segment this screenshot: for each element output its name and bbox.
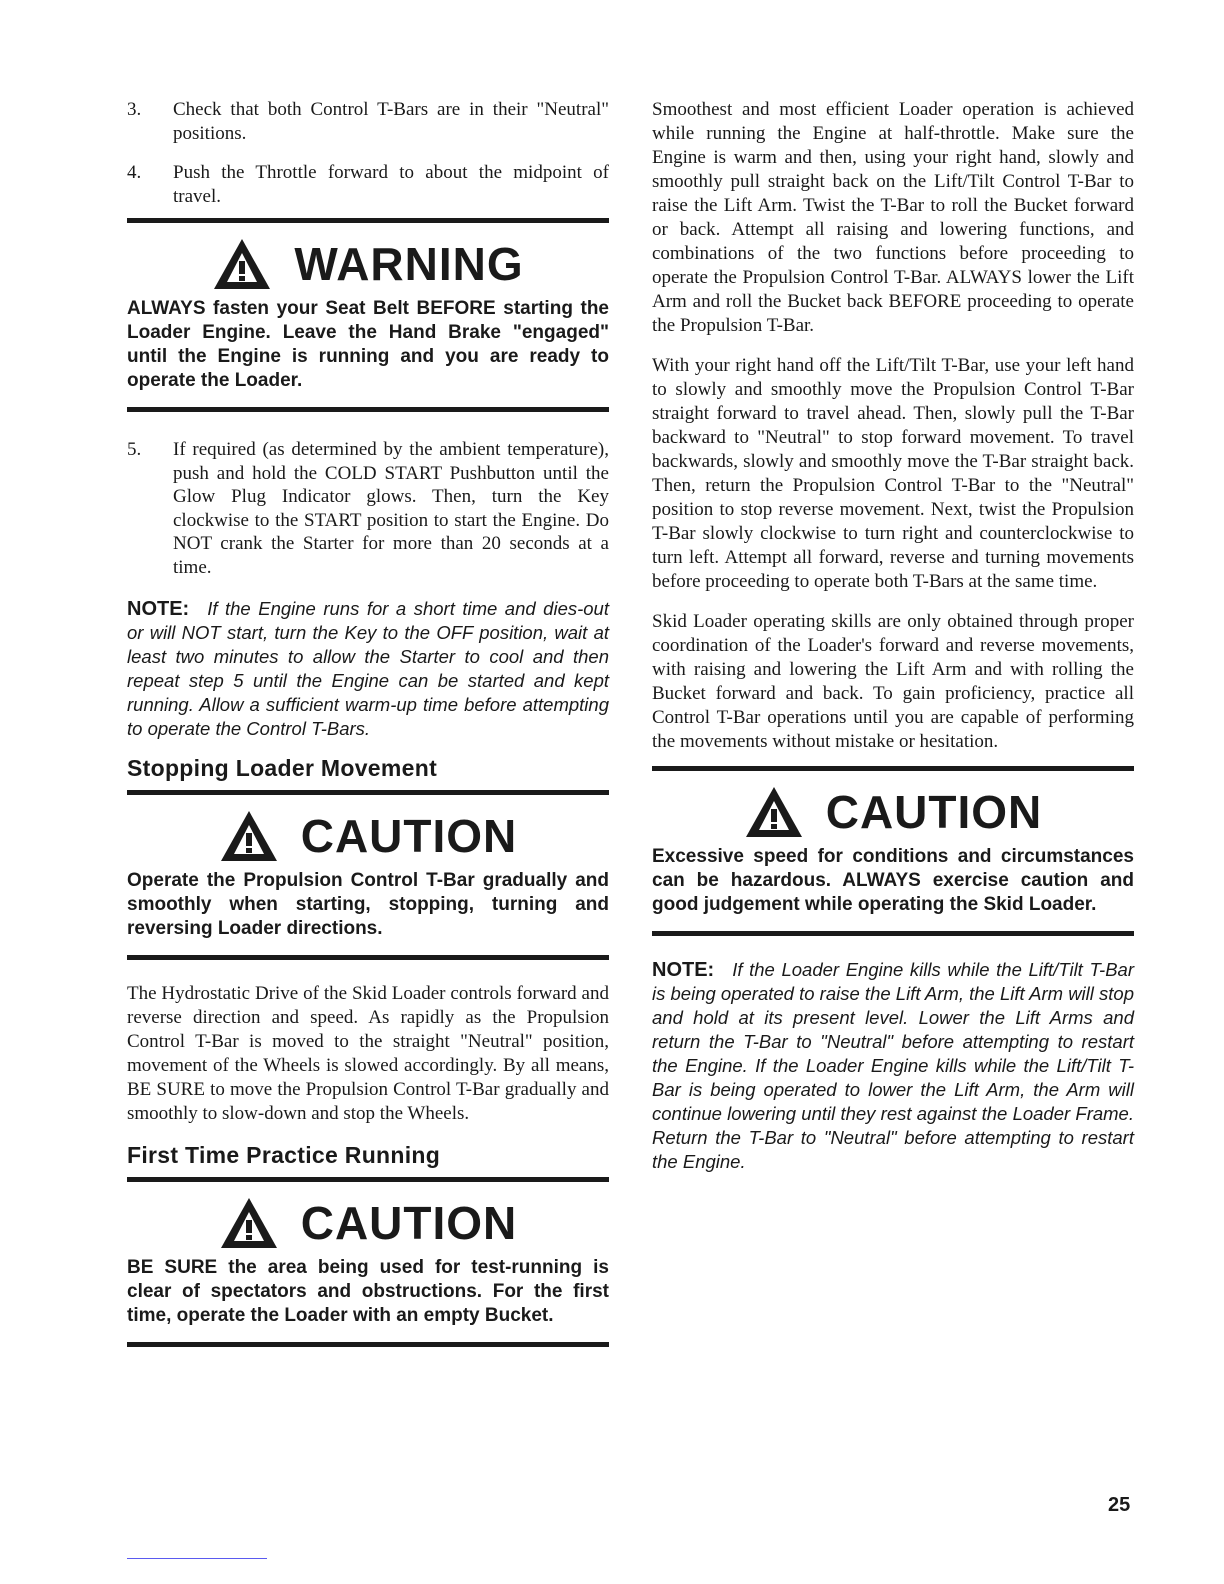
caution-title: CAUTION: [825, 786, 1043, 838]
caution-title: CAUTION: [300, 1197, 518, 1249]
caution-notice-speed: [652, 771, 1134, 917]
step-text: Push the Throttle forward to about the midpoint of travel.: [173, 162, 609, 207]
page-number: 25: [1108, 1494, 1131, 1516]
step-number: 5.: [127, 439, 142, 460]
caution-body: Operate the Propulsion Control T-Bar gradually and smoothly when starting, stopping, turning and reversing Loader directions.: [127, 870, 609, 939]
warning-body: ALWAYS fasten your Seat Belt BEFORE starting the Loader Engine. Leave the Hand Brake "engaged" until the Engine is running and you are ready to operate the Loader.: [127, 298, 609, 391]
section-heading-stopping: Stopping Loader Movement: [127, 755, 438, 781]
warning-triangle-icon: [212, 237, 272, 291]
paragraph-hydrostatic: The Hydrostatic Drive of the Skid Loader controls forward and reverse direction and speed. As rapidly as the Propulsion Control T-Bar is moved to the straight "Neutral" position, movement of the Wheels is slowed accordingly. By all means, BE SURE to move the Propulsion Control T-Bar gradually and smoothly to slow-down and stop the Wheels.: [127, 983, 609, 1124]
right-column: [652, 98, 1134, 1188]
step-5: [127, 438, 609, 579]
footer-line: [127, 1558, 267, 1559]
step-text: Check that both Control T-Bars are in their "Neutral" positions.: [173, 99, 609, 144]
paragraph-skills: Skid Loader operating skills are only obtained through proper coordination of the Loader's forward and reverse movements, with raising and lowering the Lift Arm and with rolling the Bucket forward and back. To gain proficiency, practice all Control T-Bar operations until you are capable of performing the movements without mistake or hesitation.: [652, 611, 1134, 752]
warning-triangle-icon: [744, 785, 804, 839]
note-label: NOTE:: [652, 959, 715, 981]
note-engine-dies: [127, 597, 609, 741]
step-3: [127, 98, 609, 145]
step-number: 4.: [127, 162, 142, 183]
paragraph-smoothest-operation: Smoothest and most efficient Loader operation is achieved while running the Engine at half-throttle. Make sure the Engine is warm and then, using your right hand, slowly and smoothly pull straight back on the Lift/Tilt Control T-Bar to raise the Lift Arm. Twist the T-Bar to roll the Bucket forward or back. Attempt all raising and lowering functions, and combinations of the two functions before proceeding to operate the Propulsion Control T-Bar. ALWAYS lower the Lift Arm and roll the Bucket back BEFORE proceeding to operate the Propulsion T-Bar.: [652, 99, 1134, 336]
warning-notice: [127, 223, 609, 393]
section-heading-first-time: First Time Practice Running: [127, 1142, 441, 1168]
warning-triangle-icon: [219, 1196, 279, 1250]
note-engine-kills: [652, 958, 1134, 1174]
step-4: [127, 161, 609, 208]
step-text: If required (as determined by the ambient temperature), push and hold the COLD START Pushbutton until the Glow Plug Indicator glows. Then, turn the Key clockwise to the START position to start the Engine. Do NOT crank the Starter for more than 20 seconds at a time.: [173, 439, 609, 578]
paragraph-propulsion-practice: With your right hand off the Lift/Tilt T-Bar, use your left hand to slowly and smoothly move the Propulsion Control T-Bar straight forward to travel ahead. Then, slowly pull the T-Bar backward to "Neutral" to stop forward movement. To travel backwards, slowly and smoothly move the T-Bar straight back. Then, return the Propulsion Control T-Bar to the "Neutral" position to stop reverse movement. Next, twist the Propulsion T-Bar slowly clockwise to turn right and counterclockwise to turn left. Attempt all forward, reverse and turning movements before proceeding to operate both T-Bars at the same time.: [652, 355, 1134, 592]
caution-body: BE SURE the area being used for test-running is clear of spectators and obstructions. For the first time, operate the Loader with an empty Bucket.: [127, 1257, 609, 1326]
warning-triangle-icon: [219, 809, 279, 863]
divider-rule: [127, 1342, 609, 1347]
note-label: NOTE:: [127, 598, 190, 620]
caution-body: Excessive speed for conditions and circumstances can be hazardous. ALWAYS exercise caution and good judgement while operating the Skid Loader.: [652, 846, 1134, 915]
step-number: 3.: [127, 99, 142, 120]
divider-rule: [127, 955, 609, 960]
divider-rule: [127, 407, 609, 412]
divider-rule: [652, 931, 1134, 936]
left-column: [127, 98, 609, 1347]
caution-notice-stopping: [127, 795, 609, 941]
note-text: If the Loader Engine kills while the Lift/Tilt T-Bar is being operated to raise the Lift Arm, the Lift Arm will stop and hold at its present level. Lower the Lift Arms and return the T-Bar to "Neutral" before attempting to restart the Engine. If the Loader Engine kills while the Lift/Tilt T-Bar is being operated to lower the Lift Arm, the Arm will continue lowering until they rest against the Loader Frame. Return the T-Bar to "Neutral" before attempting to restart the Engine.: [652, 959, 1134, 1172]
caution-title: CAUTION: [300, 810, 518, 862]
warning-title: WARNING: [294, 238, 524, 290]
note-text: If the Engine runs for a short time and dies-out or will NOT start, turn the Key to the OFF position, wait at least two minutes to allow the Starter to cool and then repeat step 5 until the Engine can be started and kept running. Allow a sufficient warm-up time before attempting to operate the Control T-Bars.: [127, 598, 609, 739]
caution-notice-test-running: [127, 1182, 609, 1328]
